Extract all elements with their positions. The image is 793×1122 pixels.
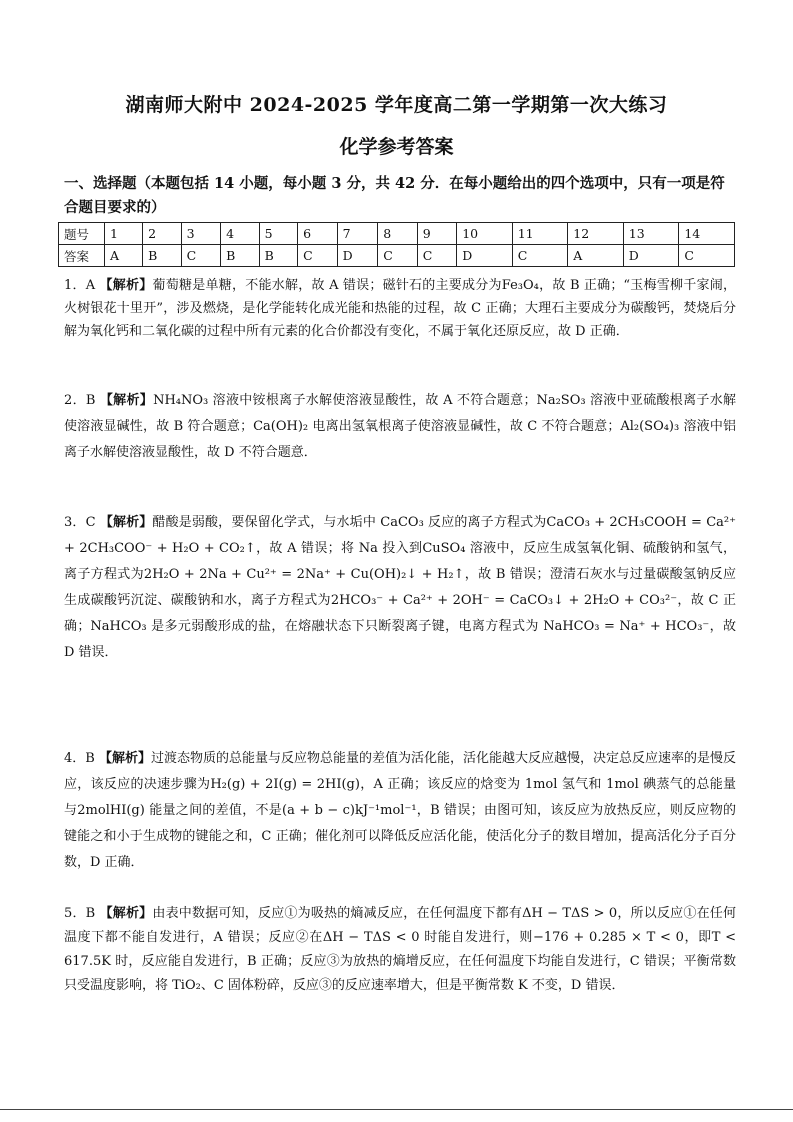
page-bottom-divider [0,1109,793,1110]
question-number: 1 [105,223,143,245]
answer-cell: D [337,245,378,267]
answer-table-number-row [59,223,735,245]
answer-cell: C [417,245,456,267]
question-number: 9 [417,223,456,245]
answer-cell: D [457,245,513,267]
explanation-tag: 【解析】 [99,278,153,293]
explanation-tag: 【解析】 [99,906,153,921]
explanation-q1 [64,274,736,343]
explanation-q5 [64,902,736,998]
row-label-number: 题号 [59,223,105,245]
explanation-tag: 【解析】 [99,515,153,530]
answer-cell: B [221,245,260,267]
answer-cell: C [679,245,735,267]
answer-cell: A [568,245,624,267]
answer-cell: B [259,245,298,267]
question-number: 3 [181,223,220,245]
explanation-lead: 5．B [64,906,100,921]
question-number: 4 [221,223,260,245]
explanation-lead: 4．B [64,751,99,766]
question-number: 10 [457,223,513,245]
answer-cell: A [105,245,143,267]
answer-cell: C [181,245,220,267]
question-number: 7 [337,223,378,245]
explanation-q4 [64,746,736,876]
answer-table [58,222,735,267]
explanation-body: 由表中数据可知，反应①为吸热的熵减反应，在任何温度下都有ΔH − TΔS > 0，所以反应①在任何温度下都不能自发进行，A 错误；反应②在ΔH − TΔS < 0 时能自发进行，则−176 + 0.285 × T < 0，即T < 617.5K 时，反应能自发进行，B 正确；反应③为放热的熵增反应，在任何温度下均能自发进行，C 错误；平衡常数只受温度影响，将 TiO₂、C 固体粉碎，反应③的反应速率增大，但是平衡常数 K 不变，D 错误． [64,906,736,993]
answer-cell: C [512,245,568,267]
row-label-answer: 答案 [59,245,105,267]
answer-cell: C [298,245,337,267]
answer-cell: C [378,245,417,267]
answer-table-answer-row [59,245,735,267]
question-number: 8 [378,223,417,245]
explanation-lead: 1．A [64,278,100,293]
question-number: 14 [679,223,735,245]
explanation-tag: 【解析】 [99,393,154,408]
answer-cell: D [623,245,679,267]
question-number: 6 [298,223,337,245]
question-number: 12 [568,223,624,245]
answer-cell: B [143,245,182,267]
section-heading: 一、选择题（本题包括 14 小题，每小题 3 分，共 42 分．在每小题给出的四个选项中，只有一项是符合题目要求的） [64,175,725,216]
explanation-body: 葡萄糖是单糖，不能水解，故 A 错误；磁针石的主要成分为Fe₃O₄，故 B 正确；“玉梅雪柳千家闹，火树银花十里开”，涉及燃烧，是化学能转化成光能和热能的过程，故 C 正确；大理石主要成分为碳酸钙，焚烧后分解为氧化钙和二氧化碳的过程中所有元素的化合价都没有变化，不属于氧化还原反应，故 D 正确． [64,278,736,339]
explanation-body: 过渡态物质的总能量与反应物总能量的差值为活化能，活化能越大反应越慢，决定总反应速率的是慢反应，该反应的决速步骤为H₂(g) + 2I(g) = 2HI(g)，A 正确；该反应的焓变为 1mol 氢气和 1mol 碘蒸气的总能量与2molHI(g) 能量之间的差值，不是(a + b − c)kJ⁻¹mol⁻¹，B 错误；由图可知，该反应为放热反应，则反应物的键能之和小于生成物的键能之和，C 正确；催化剂可以降低反应活化能，使活化分子的数目增加，提高活化分子百分数，D 正确． [64,751,736,870]
explanation-body: 醋酸是弱酸，要保留化学式，与水垢中 CaCO₃ 反应的离子方程式为CaCO₃ + 2CH₃COOH = Ca²⁺ + 2CH₃COO⁻ + H₂O + CO₂↑，故 A 错误；将 Na 投入到CuSO₄ 溶液中，反应生成氢氧化铜、硫酸钠和氢气，离子方程式为2H₂O + 2Na + Cu²⁺ = 2Na⁺ + Cu(OH)₂↓ + H₂↑，故 B 错误；澄清石灰水与过量碳酸氢钠反应生成碳酸钙沉淀、碳酸钠和水，离子方程式为2HCO₃⁻ + Ca²⁺ + 2OH⁻ = CaCO₃↓ + 2H₂O + CO₃²⁻，故 C 正确；NaHCO₃ 是多元弱酸形成的盐，在熔融状态下只断裂离子键，电离方程式为 NaHCO₃ = Na⁺ + HCO₃⁻，故 D 错误． [64,515,736,660]
question-number: 11 [512,223,568,245]
explanation-lead: 3．C [64,515,100,530]
explanation-body: NH₄NO₃ 溶液中铵根离子水解使溶液显酸性，故 A 不符合题意；Na₂SO₃ 溶液中亚硫酸根离子水解使溶液显碱性，故 B 符合题意；Ca(OH)₂ 电离出氢氧根离子使溶液显碱性，故 C 不符合题意；Al₂(SO₄)₃ 溶液中铝离子水解使溶液显酸性，故 D 不符合题意． [64,393,736,460]
question-number: 13 [623,223,679,245]
page-title: 湖南师大附中 2024-2025 学年度高二第一学期第一次大练习 [125,94,668,116]
question-number: 5 [259,223,298,245]
page-subtitle: 化学参考答案 [339,136,454,158]
explanation-q2 [64,388,736,466]
explanation-tag: 【解析】 [98,751,151,766]
explanation-q3 [64,510,736,666]
explanation-lead: 2．B [64,393,100,408]
question-number: 2 [143,223,182,245]
